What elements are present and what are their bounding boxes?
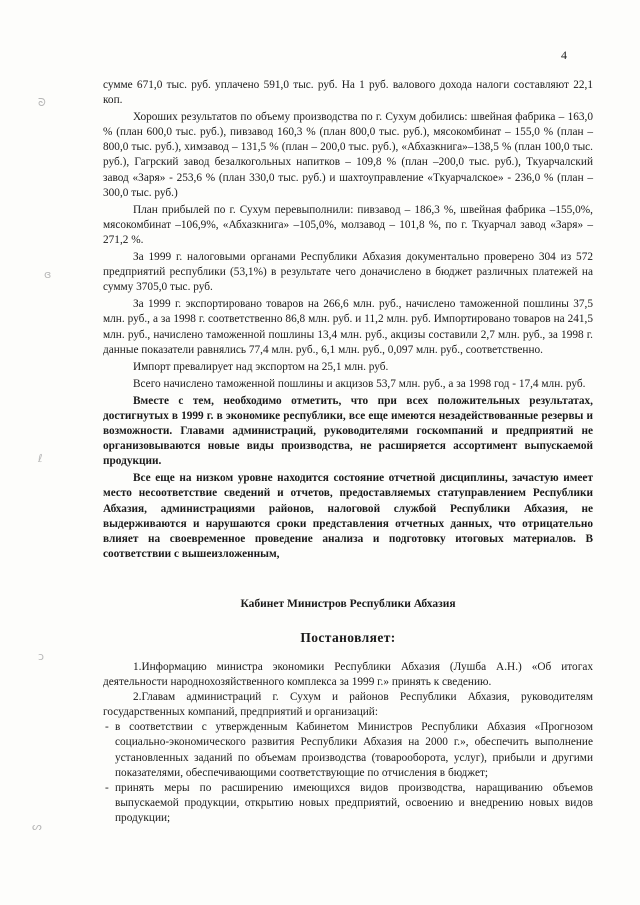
resolution-item-2: 2.Главам администраций г. Сухум и районов Республики Абхазия, руководителям государственных компаний, предприятий и организаций: [103, 691, 593, 719]
resolution-bullet: - в соответствии с утвержденным Кабинетом Министров Республики Абхазия «Прогнозом социально-экономического развития Республики Абхазия на 2000 г.», обеспечить выполнение установленных заданий по объемам производства (товарооборота, услуг), прибыли и другими показателями, обеспечивающими соответствующие по отчисления в бюджет; [105, 721, 593, 779]
page-number: 4 [561, 48, 567, 62]
paragraph: сумме 671,0 тыс. руб. уплачено 591,0 тыс. руб. На 1 руб. валового дохода налоги составляют 22,1 коп. [103, 79, 593, 107]
paragraph: За 1999 г. экспортировано товаров на 266,6 млн. руб., начислено таможенной пошлины 37,5 млн. руб., а за 1998 г. соответственно 86,8 млн. руб. и 11,2 млн. руб. Импортировано товаров на 241,5 млн. руб., начислено таможенной пошлины 13,4 млн. руб., акцизы составили 2,7 млн. руб., за 1998 г. данные показатели равнялись 77,4 млн. руб., 6,1 млн. руб., 0,097 млн. руб., соответственно. [103, 298, 593, 356]
cabinet-title: Кабинет Министров Республики Абхазия [240, 598, 456, 610]
resolution-section [103, 660, 593, 826]
decree-heading: Постановляет: [300, 630, 396, 645]
paragraph: Хороших результатов по объему производства по г. Сухум добились: швейная фабрика – 163,0 % (план 600,0 тыс. руб.), пивзавод 160,3 % (план 800,0 тыс. руб.), мясокомбинат – 155,0 % (план – 800,0 тыс. руб.), химзавод – 131,5 % (план – 200,0 тыс. руб.), «Абхазкнига»–138,5 % (план 100,0 тыс. руб.), Гагрский завод безалкогольных напитков – 109,8 % (план –200,0 тыс. руб.), Ткуарчалский завод «Заря» - 253,6 % (план 330,0 тыс. руб.) и шахтоуправление «Ткуарчалское» - 236,0 % (план – 300,0 тыс. руб.) [103, 111, 593, 199]
paragraph: Вместе с тем, необходимо отметить, что при всех положительных результатах, достигнутых в 1999 г. в экономике республики, все еще имеются незадействованные резервы и возможности. Главами администраций, руководителями госкомпаний и предприятий не организовываются новые виды производства, не расширяется ассортимент выпускаемой продукции. [103, 394, 593, 468]
paragraph: Импорт превалирует над экспортом на 25,1 млн. руб. [133, 360, 389, 373]
margin-handwriting-mark: ᘐ [38, 96, 46, 109]
resolution-bullet-list [103, 720, 593, 826]
paragraph: Все еще на низком уровне находится состояние отчетной дисциплины, зачастую имеет место несоответствие сведений и отчетов, предоставляемых статуправлением Республики Абхазия, администрациями районов, налоговой службой Республики Абхазия, не выдерживаются и нарушаются сроки представления отчетных данных, что отрицательно влияет на своевременное проведение анализа и подготовку итоговых материалов. В соответствии с вышеизложенным, [103, 472, 593, 560]
paragraph: План прибылей по г. Сухум перевыполнили: пивзавод – 186,3 %, швейная фабрика –155,0%, мясокомбинат –106,9%, «Абхазкнига» –105,0%, молзавод – 101,8 %, по г. Ткуарчал завод «Заря» –271,2 %. [103, 203, 593, 246]
paragraph: Всего начислено таможенной пошлины и акцизов 53,7 млн. руб., а за 1998 год - 17,4 млн. руб. [133, 377, 586, 390]
body-text [103, 78, 593, 564]
resolution-item-1: 1.Информацию министра экономики Республики Абхазия (Лушба А.Н.) «Об итогах деятельности народнохозяйственного комплекса за 1999 г.» принять к сведению. [103, 661, 593, 689]
margin-handwriting-mark: ɔ [38, 650, 45, 663]
margin-handwriting-mark: ɞ [44, 268, 52, 281]
margin-handwriting-mark: ℓ [38, 452, 43, 465]
margin-handwriting-mark: ᔕ [32, 820, 42, 833]
resolution-bullet: - принять меры по расширению имеющихся видов производства, наращиванию объемов выпускаемой продукции, открытию новых предприятий, освоению и внедрению новых видов продукции; [105, 781, 593, 824]
paragraph: За 1999 г. налоговыми органами Республики Абхазия документально проверено 304 из 572 предприятий республики (53,1%) в результате чего доначислено в бюджет различных платежей на сумму 3705,0 тыс. руб. [103, 251, 593, 294]
